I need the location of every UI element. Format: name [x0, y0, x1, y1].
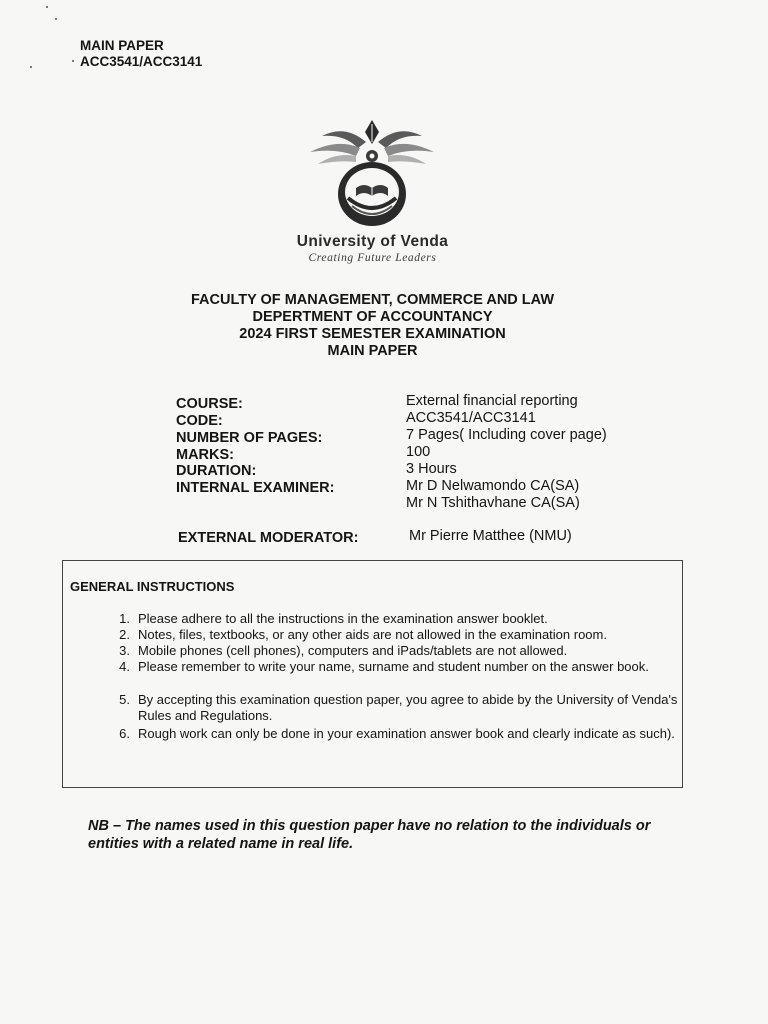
university-crest-icon	[300, 118, 450, 236]
instruction-number: 4.	[119, 659, 130, 674]
instruction-item	[100, 659, 680, 691]
marks-label: MARKS:	[176, 447, 234, 463]
instruction-item	[100, 643, 680, 659]
department-heading: DEPERTMENT OF ACCOUNTANCY	[252, 309, 493, 325]
instruction-number: 2.	[119, 627, 130, 642]
code-label: CODE:	[176, 413, 223, 429]
instruction-item	[100, 726, 680, 758]
instructions-title: GENERAL INSTRUCTIONS	[70, 579, 235, 594]
course-label: COURSE:	[176, 396, 243, 412]
instruction-text: Mobile phones (cell phones), computers and iPads/tablets are not allowed.	[138, 643, 568, 658]
university-motto: Creating Future Leaders	[308, 252, 437, 264]
paper-heading: MAIN PAPER	[327, 343, 418, 359]
instruction-text: Please adhere to all the instructions in the examination answer booklet.	[138, 611, 548, 626]
external-moderator-label: EXTERNAL MODERATOR:	[178, 530, 359, 546]
internal-examiner-value-2: Mr N Tshithavhane CA(SA)	[406, 495, 580, 511]
instruction-number: 1.	[119, 611, 130, 626]
scan-speck	[46, 6, 48, 8]
university-name: University of Venda	[296, 233, 449, 250]
instruction-number: 6.	[119, 726, 130, 741]
external-moderator-value: Mr Pierre Matthee (NMU)	[409, 528, 572, 544]
faculty-heading: FACULTY OF MANAGEMENT, COMMERCE AND LAW	[190, 292, 555, 308]
internal-examiner-label: INTERNAL EXAMINER:	[176, 480, 335, 496]
scan-speck	[30, 66, 32, 68]
nb-disclaimer: NB – The names used in this question paper have no relation to the individuals or entities with a related name in real life.	[88, 818, 651, 852]
instruction-text: By accepting this examination question paper, you agree to abide by the University of Venda's Rules and Regulations.	[138, 692, 678, 723]
scan-speck	[72, 60, 74, 62]
exam-heading: 2024 FIRST SEMESTER EXAMINATION	[239, 326, 506, 342]
instruction-item	[100, 692, 680, 724]
internal-examiner-value-1: Mr D Nelwamondo CA(SA)	[406, 478, 580, 494]
scan-speck	[55, 18, 57, 20]
instruction-text: Please remember to write your name, surname and student number on the answer book.	[138, 659, 649, 674]
instruction-text: Notes, files, textbooks, or any other aids are not allowed in the examination room.	[138, 627, 607, 642]
duration-value: 3 Hours	[406, 461, 457, 477]
instruction-number: 3.	[119, 643, 130, 658]
header-paper-type: MAIN PAPER	[80, 38, 164, 53]
instruction-item	[100, 627, 680, 643]
code-value: ACC3541/ACC3141	[406, 410, 536, 426]
marks-value: 100	[406, 444, 431, 460]
instruction-item	[100, 611, 680, 627]
header-course-code: ACC3541/ACC3141	[80, 54, 203, 69]
pages-value: 7 Pages( Including cover page)	[406, 427, 607, 443]
pages-label: NUMBER OF PAGES:	[176, 430, 323, 446]
paper-header	[80, 38, 202, 70]
instruction-text: Rough work can only be done in your examination answer book and clearly indicate as such).	[138, 726, 675, 741]
instruction-number: 5.	[119, 692, 130, 707]
duration-label: DURATION:	[176, 463, 257, 479]
course-value: External financial reporting	[406, 393, 578, 409]
